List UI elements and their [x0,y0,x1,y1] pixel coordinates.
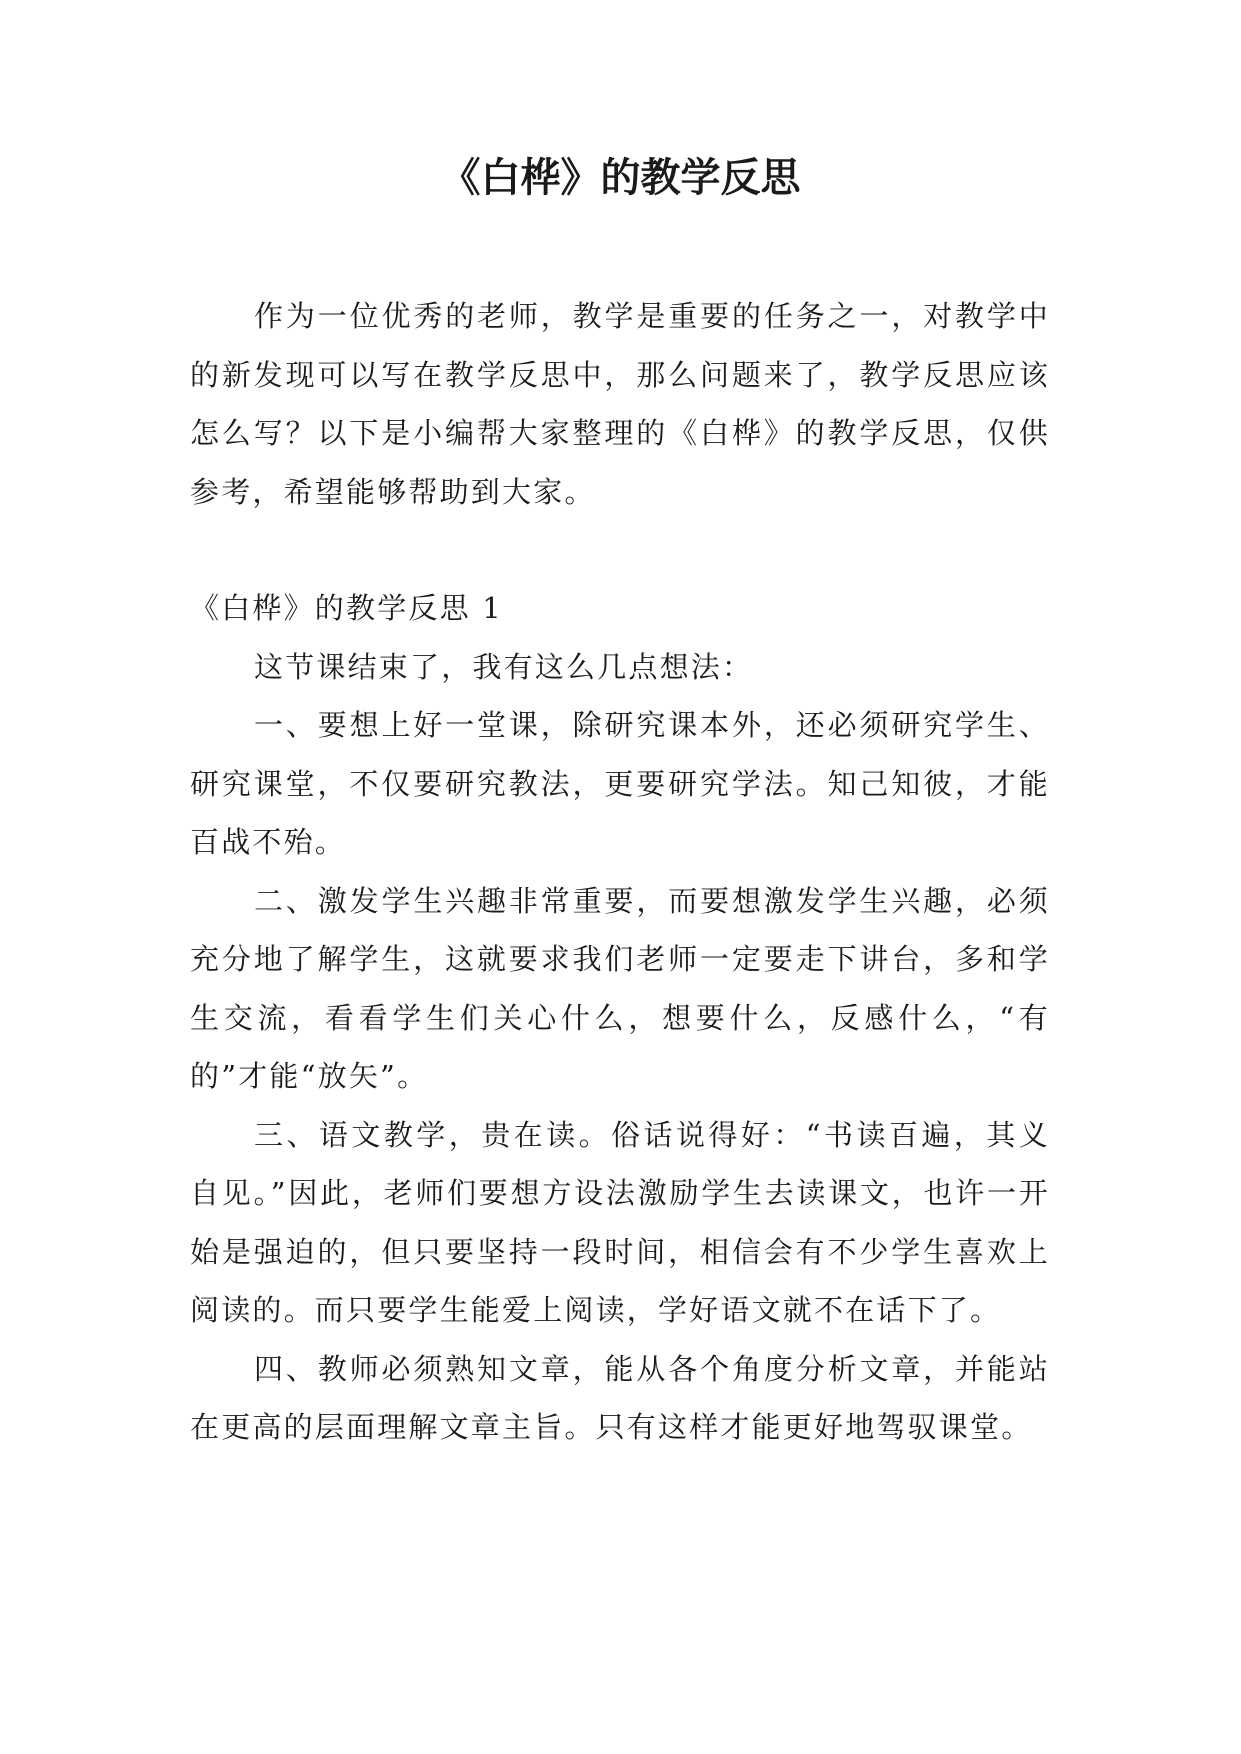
section-paragraph: 三、语文教学，贵在读。俗话说得好：“书读百遍，其义自见。”因此，老师们要想方设法激励学生去读课文，也许一开始是强迫的，但只要坚持一段时间，相信会有不少学生喜欢上阅读的。而只要学生能爱上阅读，学好语文就不在话下了。 [190,1117,1050,1327]
section-paragraph: 四、教师必须熟知文章，能从各个角度分析文章，并能站在更高的层面理解文章主旨。只有这样才能更好地驾驭课堂。 [190,1351,1050,1444]
intro-block [190,287,1050,521]
intro-paragraph: 作为一位优秀的老师，教学是重要的任务之一，对教学中的新发现可以写在教学反思中，那么问题来了，教学反思应该怎么写？以下是小编帮大家整理的《白桦》的教学反思，仅供参考，希望能够帮助到大家。 [190,299,1050,509]
document-title: 《白桦》的教学反思 [440,155,801,201]
section-1 [190,579,1050,1457]
section-paragraph: 一、要想上好一堂课，除研究课本外，还必须研究学生、研究课堂，不仅要研究教法，更要研究学法。知己知彼，才能百战不殆。 [190,708,1050,859]
section-paragraph: 这节课结束了，我有这么几点想法： [254,649,754,684]
section-heading: 《白桦》的教学反思 1 [190,591,503,625]
section-paragraph: 二、激发学生兴趣非常重要，而要想激发学生兴趣，必须充分地了解学生，这就要求我们老师一定要走下讲台，多和学生交流，看看学生们关心什么，想要什么，反感什么，“有的”才能“放矢”。 [190,883,1050,1093]
